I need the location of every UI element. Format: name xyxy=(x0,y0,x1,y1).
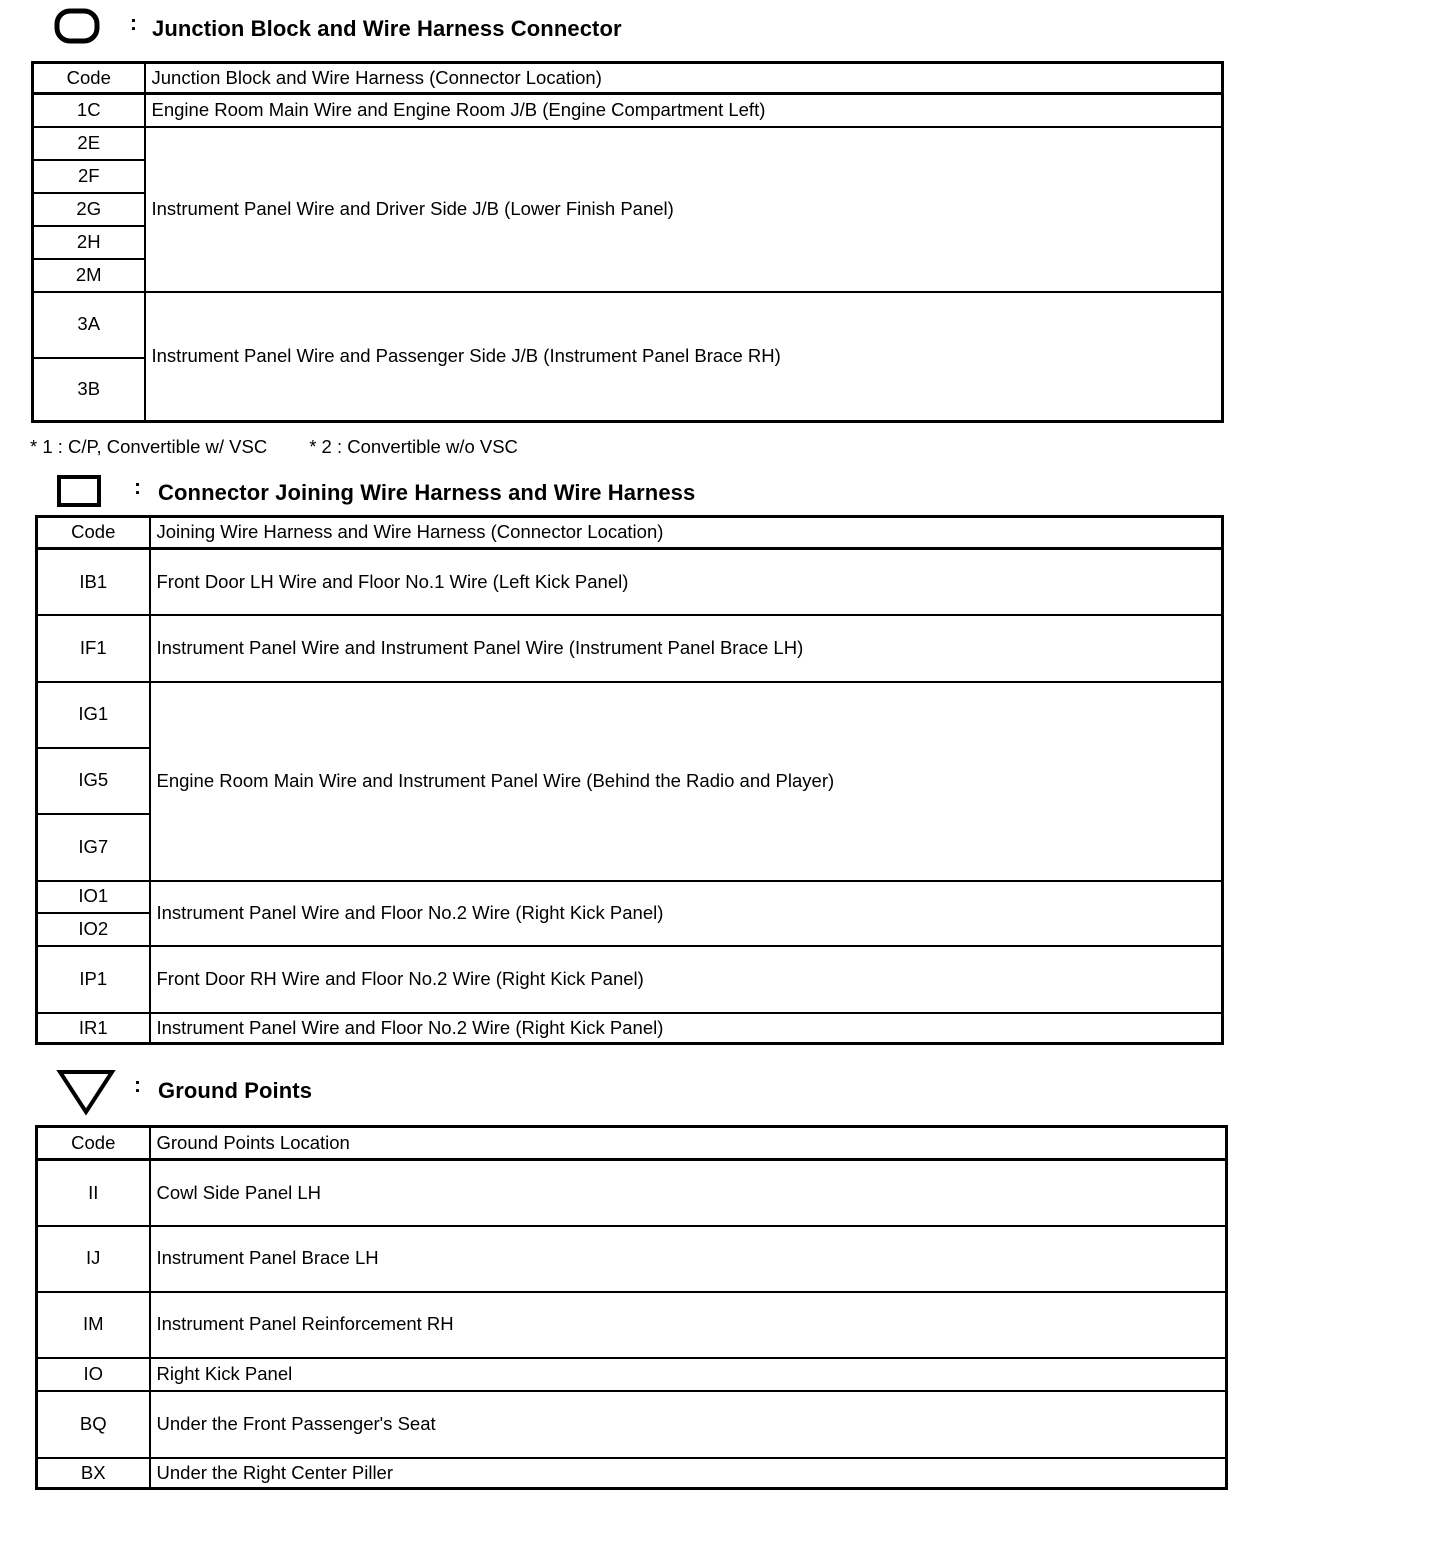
location-cell: Instrument Panel Wire and Floor No.2 Wire (Right Kick Panel) xyxy=(150,1013,1223,1044)
footnotes xyxy=(30,436,518,458)
table-row xyxy=(37,946,1223,1013)
table-header-row xyxy=(37,517,1223,549)
code-cell: IO2 xyxy=(37,913,150,946)
junction-block-table xyxy=(31,61,1224,423)
code-cell: BX xyxy=(37,1458,150,1489)
location-cell: Instrument Panel Wire and Floor No.2 Wire (Right Kick Panel) xyxy=(150,881,1223,946)
code-cell: IP1 xyxy=(37,946,150,1013)
ground-points-table xyxy=(35,1125,1228,1490)
code-cell: 3A xyxy=(33,292,145,358)
footnote-2: * 2 : Convertible w/o VSC xyxy=(309,436,518,457)
header-description: Junction Block and Wire Harness (Connector Location) xyxy=(145,63,1223,94)
location-cell: Instrument Panel Wire and Passenger Side J/B (Instrument Panel Brace RH) xyxy=(145,292,1223,422)
code-cell: IF1 xyxy=(37,615,150,682)
header-code: Code xyxy=(37,517,150,549)
location-cell: Engine Room Main Wire and Engine Room J/B (Engine Compartment Left) xyxy=(145,94,1223,127)
table-row xyxy=(37,549,1223,615)
header-description: Ground Points Location xyxy=(150,1127,1227,1160)
rounded-rectangle-symbol-icon xyxy=(54,8,102,46)
location-cell: Under the Front Passenger's Seat xyxy=(150,1391,1227,1458)
table-row xyxy=(33,94,1223,127)
location-cell: Cowl Side Panel LH xyxy=(150,1160,1227,1226)
ground-points-heading xyxy=(52,1068,452,1120)
ground-points-colon: : xyxy=(134,1074,141,1097)
location-cell: Instrument Panel Brace LH xyxy=(150,1226,1227,1292)
table-row xyxy=(37,682,1223,748)
footnote-1: * 1 : C/P, Convertible w/ VSC xyxy=(30,436,268,457)
table-row xyxy=(37,1013,1223,1044)
table-row xyxy=(37,615,1223,682)
code-cell: IO xyxy=(37,1358,150,1391)
table-header-row xyxy=(37,1127,1227,1160)
table-row xyxy=(37,881,1223,913)
location-cell: Front Door LH Wire and Floor No.1 Wire (Left Kick Panel) xyxy=(150,549,1223,615)
table-row xyxy=(33,127,1223,160)
rectangle-symbol-icon xyxy=(56,474,106,510)
table-row xyxy=(33,292,1223,358)
code-cell: IG1 xyxy=(37,682,150,748)
code-cell: IG7 xyxy=(37,814,150,881)
code-cell: IR1 xyxy=(37,1013,150,1044)
code-cell: 2G xyxy=(33,193,145,226)
location-cell: Front Door RH Wire and Floor No.2 Wire (Right Kick Panel) xyxy=(150,946,1223,1013)
table-row xyxy=(37,1391,1227,1458)
code-cell: IB1 xyxy=(37,549,150,615)
table-row xyxy=(37,1160,1227,1226)
junction-block-heading xyxy=(52,6,752,46)
connector-joining-colon: : xyxy=(134,476,141,499)
location-cell: Under the Right Center Piller xyxy=(150,1458,1227,1489)
code-cell: BQ xyxy=(37,1391,150,1458)
junction-block-colon: : xyxy=(130,12,137,35)
code-cell: 2E xyxy=(33,127,145,160)
code-cell: II xyxy=(37,1160,150,1226)
code-cell: 2H xyxy=(33,226,145,259)
table-row xyxy=(37,1292,1227,1358)
table-row xyxy=(37,1226,1227,1292)
connector-joining-title: Connector Joining Wire Harness and Wire Harness xyxy=(158,480,696,505)
header-code: Code xyxy=(37,1127,150,1160)
location-cell: Instrument Panel Wire and Driver Side J/B (Lower Finish Panel) xyxy=(145,127,1223,292)
location-cell: Instrument Panel Reinforcement RH xyxy=(150,1292,1227,1358)
code-cell: IO1 xyxy=(37,881,150,913)
code-cell: IM xyxy=(37,1292,150,1358)
ground-triangle-symbol-icon xyxy=(56,1068,116,1118)
ground-points-title: Ground Points xyxy=(158,1078,313,1103)
table-row xyxy=(37,1358,1227,1391)
connector-joining-table xyxy=(35,515,1224,1045)
code-cell: 2M xyxy=(33,259,145,292)
header-code: Code xyxy=(33,63,145,94)
table-header-row xyxy=(33,63,1223,94)
header-description: Joining Wire Harness and Wire Harness (Connector Location) xyxy=(150,517,1223,549)
code-cell: IG5 xyxy=(37,748,150,814)
connector-joining-heading xyxy=(52,470,812,510)
table-row xyxy=(37,1458,1227,1489)
junction-block-title: Junction Block and Wire Harness Connector xyxy=(152,16,622,41)
code-cell: IJ xyxy=(37,1226,150,1292)
code-cell: 3B xyxy=(33,358,145,422)
code-cell: 2F xyxy=(33,160,145,193)
location-cell: Instrument Panel Wire and Instrument Panel Wire (Instrument Panel Brace LH) xyxy=(150,615,1223,682)
location-cell: Engine Room Main Wire and Instrument Panel Wire (Behind the Radio and Player) xyxy=(150,682,1223,881)
code-cell: 1C xyxy=(33,94,145,127)
location-cell: Right Kick Panel xyxy=(150,1358,1227,1391)
